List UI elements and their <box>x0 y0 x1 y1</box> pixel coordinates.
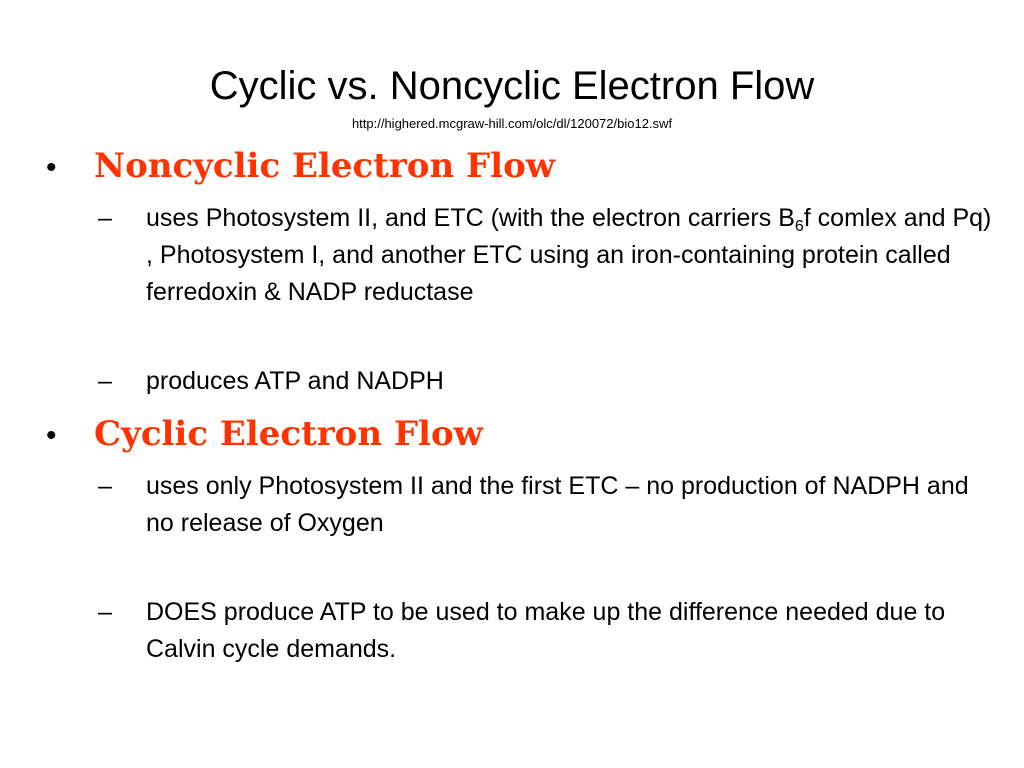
slide-title: Cyclic vs. Noncyclic Electron Flow <box>209 64 815 108</box>
dash-icon: – <box>98 472 112 500</box>
point-text: produces ATP and NADPH <box>146 367 444 395</box>
heading-noncyclic: Noncyclic Electron Flow <box>94 146 556 186</box>
point-text: uses only Photosystem II and the first ETC – no production of NADPH and no release of Oxygen <box>146 472 969 537</box>
heading-cyclic: Cyclic Electron Flow <box>94 414 483 454</box>
dash-icon: – <box>98 204 112 232</box>
point-cyclic-1 <box>98 468 998 542</box>
bullet-noncyclic <box>46 146 555 188</box>
source-url: http://highered.mcgraw-hill.com/olc/dl/120072/bio12.swf <box>351 116 673 131</box>
point-noncyclic-1 <box>98 200 998 311</box>
bullet-cyclic <box>46 414 483 456</box>
point-noncyclic-2 <box>98 363 998 400</box>
bullet-icon: • <box>46 151 57 184</box>
point-text: uses Photosystem II, and ETC (with the electron carriers $B_6f$ comlex and Pq) , Photosystem I, and another ETC using an iron-containing protein called ferredoxin & NADP reductase <box>146 204 992 306</box>
dash-icon: – <box>98 598 112 626</box>
point-cyclic-2 <box>98 594 998 668</box>
subscript: 6 <box>794 218 804 235</box>
bullet-icon: • <box>46 419 57 452</box>
dash-icon: – <box>98 367 112 395</box>
point-text: DOES produce ATP to be used to make up the difference needed due to Calvin cycle demands. <box>146 598 946 663</box>
